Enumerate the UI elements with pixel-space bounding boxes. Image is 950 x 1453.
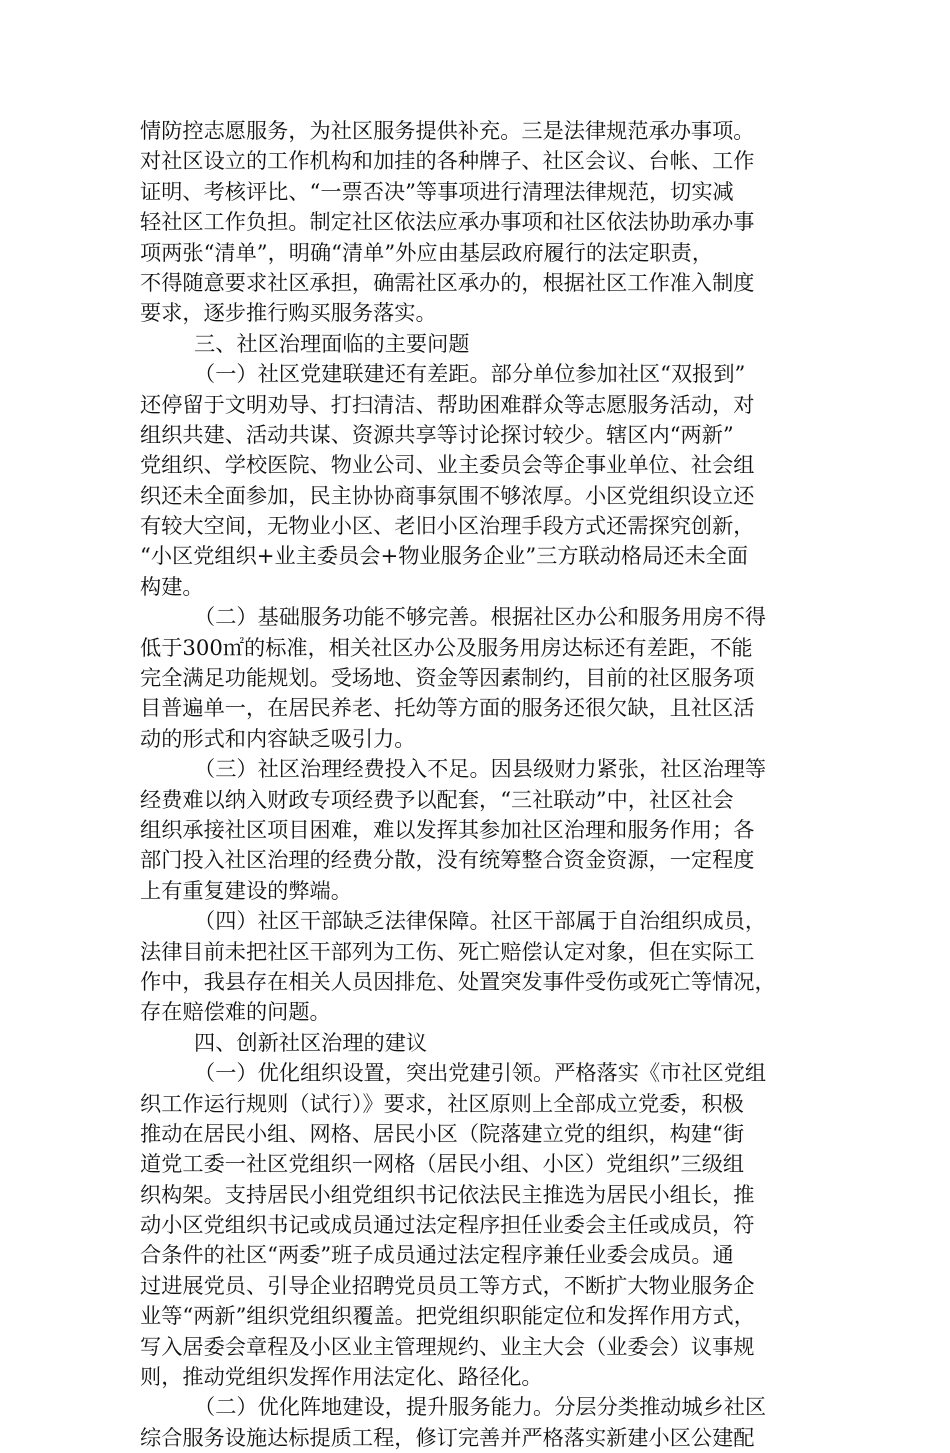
text-line: 轻社区工作负担。制定社区依法应承办事项和社区依法协助承办事	[140, 209, 755, 235]
text-line: （一）社区党建联建还有差距。部分单位参加社区“双报到”	[194, 361, 746, 387]
text-line: 四、创新社区治理的建议	[194, 1029, 428, 1055]
text-line: 过进展党员、引导企业招聘党员员工等方式，不断扩大物业服务企	[140, 1272, 755, 1298]
text-line: 推动在居民小组、网格、居民小区（院落建立党的组织，构建“街	[140, 1120, 745, 1146]
text-line: 完全满足功能规划。受场地、资金等因素制约，目前的社区服务项	[140, 665, 755, 691]
text-line: （二）基础服务功能不够完善。根据社区办公和服务用房不得	[194, 604, 767, 630]
text-line: 组织共建、活动共谋、资源共享等讨论探讨较少。辖区内“两新”	[140, 421, 734, 447]
text-line: 三、社区治理面临的主要问题	[194, 330, 470, 356]
text-line: 综合服务设施达标提质工程，修订完善并严格落实新建小区公建配	[140, 1424, 755, 1450]
text-line: 构建。	[140, 573, 204, 599]
text-line: 则，推动党组织发挥作用法定化、路径化。	[140, 1364, 543, 1390]
text-line: 合条件的社区“两委”班子成员通过法定程序兼任业委会成员。通	[140, 1242, 734, 1268]
text-line: 要求，逐步推行购买服务落实。	[140, 300, 437, 326]
text-line: 作中，我县存在相关人员因排危、处置突发事件受伤或死亡等情况，	[140, 968, 776, 994]
text-line: 动小区党组织书记或成员通过法定程序担任业委会主任或成员，符	[140, 1212, 755, 1238]
text-line: 业等“两新”组织党组织覆盖。把党组织职能定位和发挥作用方式，	[140, 1303, 755, 1329]
text-line: 动的形式和内容缺乏吸引力。	[140, 725, 416, 751]
text-line: （三）社区治理经费投入不足。因县级财力紧张，社区治理等	[194, 756, 767, 782]
text-line: 写入居委会章程及小区业主管理规约、业主大会（业委会）议事规	[140, 1333, 755, 1359]
text-line: 道党工委一社区党组织一网格（居民小组、小区）党组织”三级组	[140, 1151, 745, 1177]
text-line: 法律目前未把社区干部列为工伤、死亡赔偿认定对象，但在实际工	[140, 938, 755, 964]
text-line: 织工作运行规则（试行）》要求，社区原则上全部成立党委，积极	[140, 1090, 744, 1116]
text-line: 组织承接社区项目困难，难以发挥其参加社区治理和服务作用；各	[140, 816, 755, 842]
text-line: （二）优化阵地建设，提升服务能力。分层分类推动城乡社区	[194, 1394, 767, 1420]
text-line: 情防控志愿服务，为社区服务提供补充。三是法律规范承办事项。	[140, 118, 755, 143]
text-line: 部门投入社区治理的经费分散，没有统筹整合资金资源，一定程度	[140, 847, 755, 873]
text-line: 存在赔偿难的问题。	[140, 999, 331, 1025]
document-body	[140, 116, 810, 1453]
text-line: 低于300㎡的标准，相关社区办公及服务用房达标还有差距，不能	[140, 634, 753, 660]
text-line: （一）优化组织设置，突出党建引领。严格落实《市社区党组	[194, 1060, 767, 1086]
text-line: 上有重复建设的弊端。	[140, 877, 352, 903]
text-line: 经费难以纳入财政专项经费予以配套，“三社联动”中，社区社会	[140, 786, 734, 812]
text-line: 不得随意要求社区承担，确需社区承办的，根据社区工作准入制度	[140, 269, 755, 295]
text-line: 织构架。支持居民小组党组织书记依法民主推选为居民小组长，推	[140, 1181, 755, 1207]
text-line: 对社区设立的工作机构和加挂的各种牌子、社区会议、台帐、工作	[140, 148, 755, 174]
text-line: （四）社区干部缺乏法律保障。社区干部属于自治组织成员，	[194, 908, 767, 934]
text-line: 证明、考核评比、“一票否决”等事项进行清理法律规范，切实减	[140, 178, 734, 204]
text-line: “小区党组织+业主委员会+物业服务企业”三方联动格局还未全面	[140, 543, 749, 569]
text-line: 项两张“清单”，明确“清单”外应由基层政府履行的法定职责，	[140, 239, 714, 265]
text-line: 织还未全面参加，民主协协商事氛围不够浓厚。小区党组织设立还	[140, 482, 755, 508]
text-line: 有较大空间，无物业小区、老旧小区治理手段方式还需探究创新，	[140, 513, 755, 539]
text-line: 目普遍单一，在居民养老、托幼等方面的服务还很欠缺，且社区活	[140, 695, 755, 721]
text-line: 还停留于文明劝导、打扫清洁、帮助困难群众等志愿服务活动，对	[140, 391, 755, 417]
text-line: 党组织、学校医院、物业公司、业主委员会等企事业单位、社会组	[140, 452, 755, 478]
